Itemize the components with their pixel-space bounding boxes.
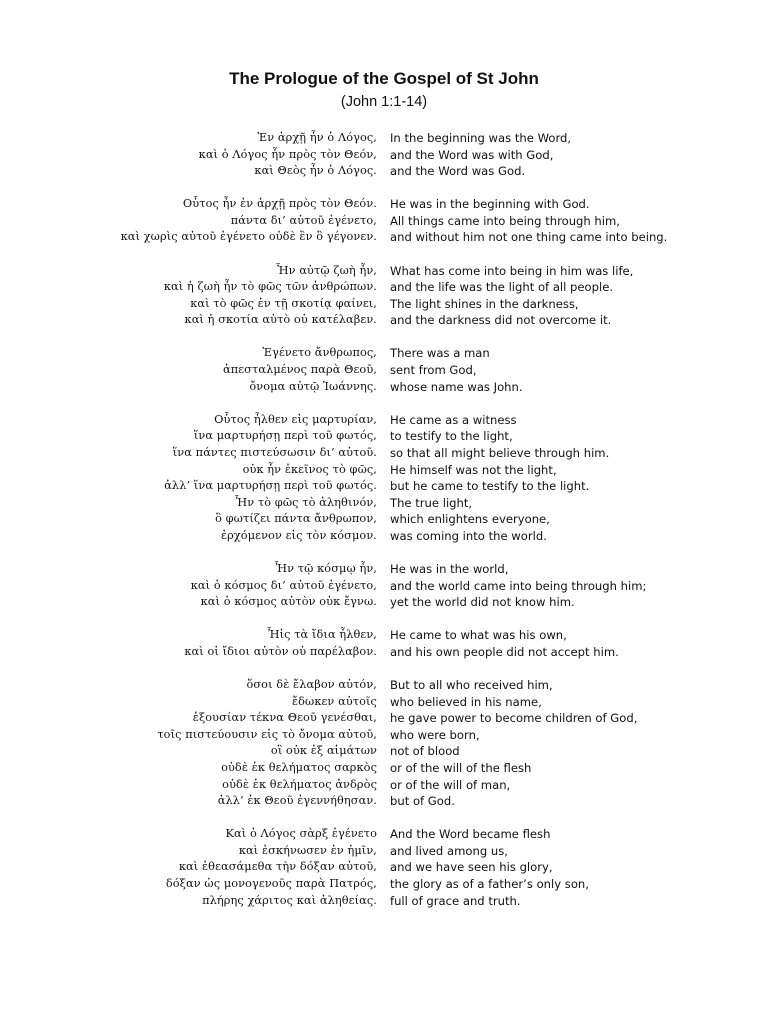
greek-text: καὶ τὸ φῶς ἐν τῇ σκοτίᾳ φαίνει,	[190, 296, 377, 310]
verse-line	[0, 511, 768, 528]
greek-text: Καὶ ὁ Λόγος σὰρξ ἐγένετο	[225, 827, 377, 841]
english-text: and his own people did not accept him.	[390, 644, 619, 659]
verse-line	[0, 296, 768, 313]
english-text: to testify to the light,	[390, 429, 513, 444]
english-text: which enlightens everyone,	[390, 512, 550, 527]
stanza	[0, 263, 768, 329]
english-text: and we have seen his glory,	[390, 860, 553, 875]
greek-text: ἀπεσταλμένος παρὰ Θεοῦ,	[222, 363, 377, 377]
english-text: but he came to testify to the light.	[390, 479, 590, 494]
verse-line	[0, 644, 768, 661]
english-text: and the darkness did not overcome it.	[390, 313, 612, 328]
stanza	[0, 627, 768, 660]
greek-text: καὶ ὁ Λόγος ἦν πρὸς τὸν Θεόν,	[198, 147, 377, 161]
greek-text: Ἐγένετο ἄνθρωπος,	[262, 346, 377, 360]
greek-text: ἐξουσίαν τέκνα Θεοῦ γενέσθαι,	[192, 711, 377, 725]
greek-text: οἳ οὐκ ἐξ αἱμάτων	[270, 744, 377, 758]
english-text: whose name was John.	[390, 379, 523, 394]
english-text: full of grace and truth.	[390, 893, 521, 908]
greek-text: οὐδὲ ἐκ θελήματος ἀνδρὸς	[222, 777, 377, 791]
english-text: There was a man	[390, 346, 490, 361]
verse-line	[0, 379, 768, 396]
english-text: or of the will of man,	[390, 777, 511, 792]
verse-line	[0, 793, 768, 810]
verse-line	[0, 279, 768, 296]
verse-line	[0, 760, 768, 777]
verse-line	[0, 743, 768, 760]
greek-text: οὐδὲ ἐκ θελήματος σαρκὸς	[221, 760, 377, 774]
english-text: He was in the world,	[390, 561, 509, 576]
greek-text: ἀλλ’ ἵνα μαρτυρήσῃ περὶ τοῦ φωτός.	[164, 479, 377, 493]
verse-line	[0, 777, 768, 794]
verse-line	[0, 478, 768, 495]
greek-text: τοῖς πιστεύουσιν εἰς τὸ ὄνομα αὐτοῦ,	[157, 727, 377, 741]
greek-text: ἀλλ’ ἐκ Θεοῦ ἐγεννήθησαν.	[217, 794, 377, 808]
verse-line	[0, 710, 768, 727]
verse-line	[0, 859, 768, 876]
english-text: and without him not one thing came into being.	[390, 230, 668, 245]
verse-line	[0, 412, 768, 429]
greek-text: καὶ ἡ σκοτία αὐτὸ οὐ κατέλαβεν.	[184, 313, 377, 327]
english-text: and lived among us,	[390, 843, 508, 858]
verse-line	[0, 561, 768, 578]
stanza	[0, 677, 768, 810]
verse-line	[0, 727, 768, 744]
greek-text: Ἦἰς τὰ ἴδια ἦλθεν,	[267, 628, 377, 642]
greek-text: καὶ Θεὸς ἦν ὁ Λόγος.	[254, 164, 377, 178]
greek-text: ἐρχόμενον εἰς τὸν κόσμον.	[220, 528, 377, 542]
greek-text: Ἦν τῷ κόσμῳ ἦν,	[274, 561, 377, 575]
verse-line	[0, 893, 768, 910]
english-text: All things came into being through him,	[390, 213, 620, 228]
stanza	[0, 561, 768, 611]
english-text: The light shines in the darkness,	[390, 296, 579, 311]
stanza	[0, 412, 768, 545]
verse-line	[0, 312, 768, 329]
english-text: But to all who received him,	[390, 677, 553, 692]
verse-line	[0, 594, 768, 611]
greek-text: οὐκ ἦν ἐκεῖνος τὸ φῶς,	[242, 462, 377, 476]
verse-line	[0, 495, 768, 512]
verse-line	[0, 345, 768, 362]
english-text: In the beginning was the Word,	[390, 131, 572, 145]
parallel-text	[0, 130, 768, 926]
english-text: and the Word was with God,	[390, 147, 554, 162]
greek-text: πάντα δι’ αὐτοῦ ἐγένετο,	[230, 213, 377, 227]
greek-text: Οὗτος ἦλθεν εἰς μαρτυρίαν,	[214, 412, 377, 426]
greek-text: καὶ ἐθεασάμεθα τὴν δόξαν αὐτοῦ,	[178, 860, 377, 874]
verse-line	[0, 677, 768, 694]
english-text: he gave power to become children of God,	[390, 711, 638, 726]
english-text: was coming into the world.	[390, 528, 547, 543]
verse-line	[0, 213, 768, 230]
greek-text: καὶ οἱ ἴδιοι αὐτὸν οὐ παρέλαβον.	[184, 644, 377, 658]
greek-text: ὄνομα αὐτῷ Ἰωάννης.	[249, 379, 377, 393]
english-text: He came to what was his own,	[390, 628, 567, 643]
english-text: and the world came into being through him;	[390, 578, 647, 593]
greek-text: Οὗτος ἦν ἐν ἀρχῇ πρὸς τὸν Θεόν.	[182, 197, 377, 211]
verse-line	[0, 362, 768, 379]
english-text: The true light,	[390, 495, 473, 510]
greek-text: Ἦν τὸ φῶς τὸ ἀληθινόν,	[234, 495, 377, 509]
stanza	[0, 345, 768, 395]
greek-text: Ἐν ἀρχῇ ἦν ὁ Λόγος,	[257, 131, 377, 144]
greek-text: ἵνα μαρτυρήσῃ περὶ τοῦ φωτός,	[193, 429, 377, 443]
greek-text: δόξαν ὡς μονογενοῦς παρὰ Πατρός,	[165, 876, 377, 890]
verse-line	[0, 147, 768, 164]
english-text: He was in the beginning with God.	[390, 197, 590, 212]
english-text: so that all might believe through him.	[390, 445, 610, 460]
verse-line	[0, 229, 768, 246]
english-text: and the life was the light of all people.	[390, 280, 614, 295]
verse-line	[0, 163, 768, 180]
page-subtitle: (John 1:1-14)	[340, 94, 428, 110]
verse-line	[0, 694, 768, 711]
greek-text: καὶ ὁ κόσμος δι’ αὐτοῦ ἐγένετο,	[190, 578, 377, 592]
stanza	[0, 826, 768, 909]
greek-text: καὶ ἡ ζωὴ ἦν τὸ φῶς τῶν ἀνθρώπων.	[163, 280, 377, 294]
verse-line	[0, 130, 768, 147]
verse-line	[0, 876, 768, 893]
english-text: and the Word was God.	[390, 164, 526, 179]
greek-text: καὶ ἐσκήνωσεν ἐν ἡμῖν,	[238, 843, 377, 857]
verse-line	[0, 627, 768, 644]
greek-text: ἵνα πάντες πιστεύσωσιν δι’ αὐτοῦ.	[172, 445, 377, 459]
english-text: He himself was not the light,	[390, 462, 557, 477]
verse-line	[0, 462, 768, 479]
english-text: sent from God,	[390, 363, 477, 378]
english-text: And the Word became flesh	[390, 827, 551, 842]
stanza	[0, 196, 768, 246]
page-title: The Prologue of the Gospel of St John	[229, 69, 539, 88]
english-text: who believed in his name,	[390, 694, 542, 709]
english-text: What has come into being in him was life,	[390, 263, 634, 278]
english-text: He came as a witness	[390, 412, 517, 427]
verse-line	[0, 428, 768, 445]
verse-line	[0, 263, 768, 280]
greek-text: ὅσοι δὲ ἔλαβον αὐτόν,	[246, 677, 377, 691]
english-text: yet the world did not know him.	[390, 595, 575, 610]
english-text: but of God.	[390, 794, 455, 809]
verse-line	[0, 578, 768, 595]
verse-line	[0, 843, 768, 860]
greek-text: καὶ ὁ κόσμος αὐτὸν οὐκ ἔγνω.	[200, 595, 377, 609]
english-text: who were born,	[390, 727, 480, 742]
greek-text: Ἦν αὐτῷ ζωὴ ἦν,	[276, 263, 377, 277]
verse-line	[0, 528, 768, 545]
stanza	[0, 130, 768, 180]
greek-text: καὶ χωρὶς αὐτοῦ ἐγένετο οὐδὲ ἓν ὃ γέγονεν.	[120, 230, 377, 244]
greek-text: ἔδωκεν αὐτοῖς	[291, 694, 377, 708]
verse-line	[0, 445, 768, 462]
greek-text: πλήρης χάριτος καὶ ἀληθείας.	[202, 893, 377, 907]
verse-line	[0, 196, 768, 213]
english-text: or of the will of the flesh	[390, 760, 532, 775]
greek-text: ὃ φωτίζει πάντα ἄνθρωπον,	[215, 512, 377, 526]
english-text: not of blood	[390, 744, 460, 759]
english-text: the glory as of a father’s only son,	[390, 876, 589, 891]
verse-line	[0, 826, 768, 843]
